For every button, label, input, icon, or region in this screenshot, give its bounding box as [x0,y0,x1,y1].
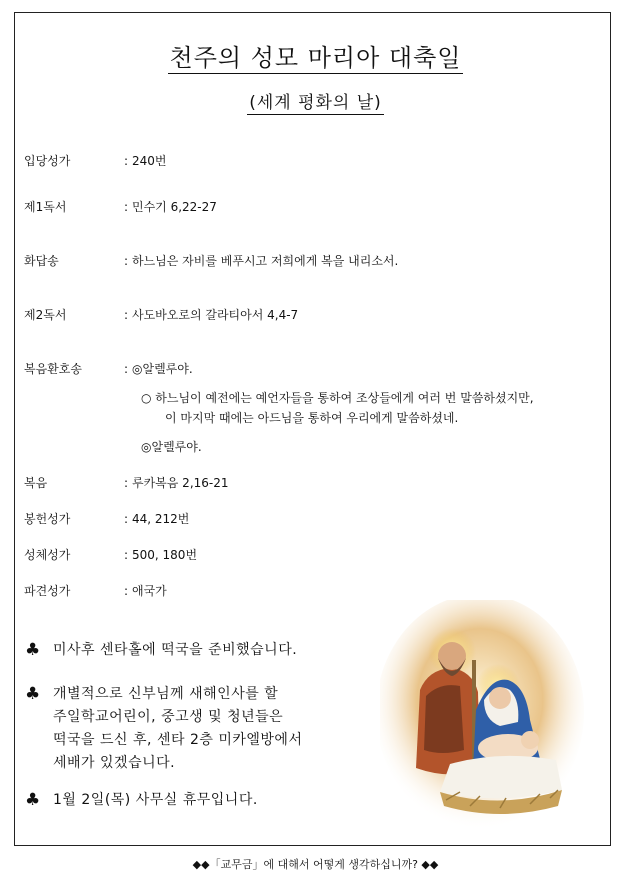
liturgy-row-offertory: 봉헌성가 : 44, 212번 [24,512,190,526]
liturgy-label: 복음 [24,476,48,490]
liturgy-row-recessional: 파견성가 : 애국가 [24,584,167,598]
acclamation-verse-line1: ○ 하느님이 예전에는 예언자들을 통하여 조상들에게 여러 번 말씀하셨지만, [141,391,534,405]
liturgy-row-communion: 성체성가 : 500, 180번 [24,548,198,562]
liturgy-value: ◎알렐루야. [132,362,193,376]
club-icon: ♣ [25,684,41,704]
holy-family-image [380,600,585,830]
acclamation-response: ◎알렐루야. [141,440,202,454]
liturgy-value: 애국가 [132,584,167,598]
page-subtitle: (세계 평화의 날) [249,93,382,113]
notice-item [25,684,303,774]
liturgy-row-acclamation: 복음환호송 : ◎알렐루야. [24,362,193,376]
footer-question: ◆◆「교무금」에 대해서 어떻게 생각하십니까? ◆◆ [192,858,439,871]
liturgy-value: 240번 [132,154,167,168]
acclamation-verse-line2: 이 마지막 때에는 아드님을 통하여 우리에게 말씀하셨네. [165,411,459,425]
liturgy-row-psalm: 화답송 : 하느님은 자비를 베푸시고 저희에게 복을 내리소서. [24,254,399,268]
liturgy-row-entrance: 입당성가 : 240번 [24,154,167,168]
liturgy-value: 하느님은 자비를 베푸시고 저희에게 복을 내리소서. [132,254,399,268]
liturgy-label: 제1독서 [24,200,67,214]
notice-line: 미사후 센타홀에 떡국을 준비했습니다. [53,642,298,658]
liturgy-label: 성체성가 [24,548,71,562]
liturgy-row-gospel: 복음 : 루카복음 2,16-21 [24,476,229,490]
liturgy-value: 민수기 6,22-27 [132,200,217,214]
liturgy-value: 500, 180번 [132,548,198,562]
liturgy-row-first-reading: 제1독서 : 민수기 6,22-27 [24,200,217,214]
notice-line: 주일학교어린이, 중고생 및 청년들은 [53,709,284,725]
liturgy-row-second-reading: 제2독서 : 사도바오로의 갈라티아서 4,4-7 [24,308,299,322]
liturgy-label: 복음환호송 [24,362,82,376]
notice-line: 떡국을 드신 후, 센타 2층 미카엘방에서 [53,732,303,748]
liturgy-label: 봉헌성가 [24,512,71,526]
liturgy-label: 입당성가 [24,154,71,168]
page-title: 천주의 성모 마리아 대축일 [169,44,462,72]
notice-item [25,790,258,812]
liturgy-label: 화답송 [24,254,59,268]
liturgy-value: 사도바오로의 갈라티아서 4,4-7 [132,308,299,322]
notice-line: 1월 2일(목) 사무실 휴무입니다. [53,792,258,808]
liturgy-label: 파견성가 [24,584,71,598]
notice-line: 개별적으로 신부님께 새해인사를 할 [53,686,279,702]
notice-item [25,640,298,662]
liturgy-value: 루카복음 2,16-21 [132,476,229,490]
club-icon: ♣ [25,790,41,810]
liturgy-value: 44, 212번 [132,512,190,526]
liturgy-label: 제2독서 [24,308,67,322]
notice-line: 세배가 있겠습니다. [53,755,176,771]
club-icon: ♣ [25,640,41,660]
